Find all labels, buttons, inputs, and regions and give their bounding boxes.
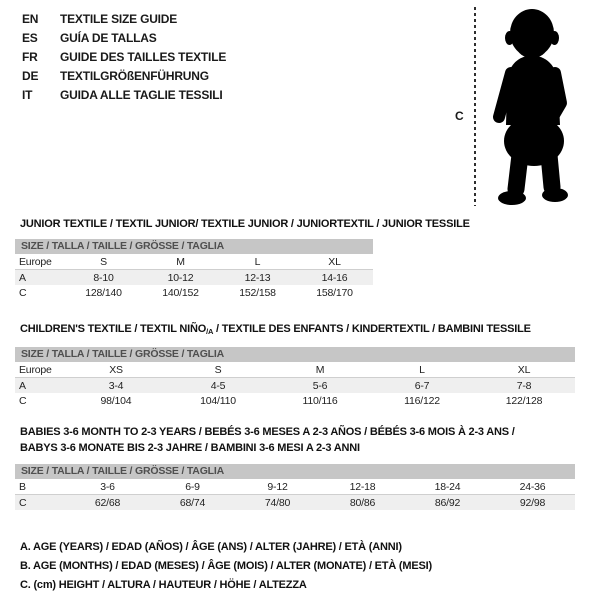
cell: 12-18 xyxy=(320,479,405,495)
cell: 12-13 xyxy=(219,270,296,286)
cell: 152/158 xyxy=(239,286,276,299)
column-header: XS xyxy=(65,362,167,378)
title-line-1: BABIES 3-6 MONTH TO 2-3 YEARS / BEBÉS 3-6 MESES A 2-3 AÑOS / BÉBÉS 3-6 MOIS À 2-3 ANS / xyxy=(20,426,515,438)
language-row-es xyxy=(22,29,226,48)
language-code: FR xyxy=(22,50,38,64)
cell: 8-10 xyxy=(65,270,142,286)
language-code: IT xyxy=(22,88,33,102)
row-label: C xyxy=(19,286,27,299)
cell: 116/122 xyxy=(404,394,440,407)
height-figure xyxy=(440,0,600,215)
title-line-2: BABYS 3-6 MONATE BIS 2-3 JAHRE / BAMBINI 3-6 MESI A 2-3 ANNI xyxy=(20,442,360,454)
cell: 86/92 xyxy=(405,495,490,511)
language-row-en xyxy=(22,10,226,29)
cell: 3-6 xyxy=(65,479,150,495)
language-label: TEXTILGRÖßENFÜHRUNG xyxy=(60,69,209,83)
column-header: Europe xyxy=(15,254,65,270)
cell: 4-5 xyxy=(167,378,269,394)
table-row-c xyxy=(15,285,373,301)
table-row-b xyxy=(15,479,575,495)
language-row-it xyxy=(22,86,226,105)
table-row-c xyxy=(15,495,575,511)
height-dashed-line xyxy=(474,7,476,206)
cell: 110/116 xyxy=(302,394,338,407)
column-header: S xyxy=(167,362,269,378)
language-code: DE xyxy=(22,69,39,83)
language-code: EN xyxy=(22,12,39,26)
junior-size-table xyxy=(15,239,373,301)
column-header: XL xyxy=(473,362,575,378)
children-size-table xyxy=(15,347,575,409)
language-label: GUIDE DES TAILLES TEXTILE xyxy=(60,50,227,64)
junior-table-title: JUNIOR TEXTILE / TEXTIL JUNIOR/ TEXTILE JUNIOR / JUNIORTEXTIL / JUNIOR TESSILE xyxy=(20,218,470,230)
language-label: GUIDA ALLE TAGLIE TESSILI xyxy=(60,88,223,102)
children-table-title xyxy=(20,321,531,340)
cell: 7-8 xyxy=(473,378,575,394)
cell: 18-24 xyxy=(405,479,490,495)
row-label: C xyxy=(19,394,27,407)
language-row-fr xyxy=(22,48,226,67)
cell: 104/110 xyxy=(200,394,236,407)
cell: 5-6 xyxy=(269,378,371,394)
cell: 80/86 xyxy=(320,495,405,511)
row-label: B xyxy=(15,479,65,495)
column-header: XL xyxy=(296,254,373,270)
cell: 128/140 xyxy=(85,286,122,299)
table-header-row xyxy=(15,362,575,378)
cell: 3-4 xyxy=(65,378,167,394)
column-header: M xyxy=(269,362,371,378)
column-header: L xyxy=(371,362,473,378)
language-row-de xyxy=(22,67,226,86)
row-label: A xyxy=(15,378,65,394)
title-text: / TEXTILE DES ENFANTS / KINDERTEXTIL / BAMBINI TESSILE xyxy=(213,323,531,335)
size-header-bar: SIZE / TALLA / TAILLE / GRÖSSE / TAGLIA xyxy=(15,239,373,254)
size-header-bar: SIZE / TALLA / TAILLE / GRÖSSE / TAGLIA xyxy=(15,464,575,479)
cell: 98/104 xyxy=(100,394,132,407)
legend-line-a: A. AGE (YEARS) / EDAD (AÑOS) / ÂGE (ANS) / ALTER (JAHRE) / ETÀ (ANNI) xyxy=(20,541,402,553)
cell: 68/74 xyxy=(150,495,235,511)
baby-silhouette-icon xyxy=(486,5,582,207)
table-row-a xyxy=(15,270,373,286)
legend-line-b: B. AGE (MONTHS) / EDAD (MESES) / ÂGE (MOIS) / ALTER (MONATE) / ETÀ (MESI) xyxy=(20,560,432,572)
row-label: A xyxy=(15,270,65,286)
language-header xyxy=(22,10,226,105)
table-header-row xyxy=(15,254,373,270)
table-row-a xyxy=(15,378,575,394)
language-code: ES xyxy=(22,31,38,45)
cell: 14-16 xyxy=(296,270,373,286)
cell: 92/98 xyxy=(490,495,575,511)
column-header: L xyxy=(219,254,296,270)
cell: 9-12 xyxy=(235,479,320,495)
babies-table-title xyxy=(20,424,515,456)
cell: 6-9 xyxy=(150,479,235,495)
cell: 24-36 xyxy=(490,479,575,495)
size-header-bar: SIZE / TALLA / TAILLE / GRÖSSE / TAGLIA xyxy=(15,347,575,362)
table-row-c xyxy=(15,393,575,409)
babies-size-table xyxy=(15,464,575,510)
column-header: Europe xyxy=(15,362,65,378)
cell: 74/80 xyxy=(235,495,320,511)
row-label: C xyxy=(15,495,65,511)
column-header: M xyxy=(142,254,219,270)
cell: 158/170 xyxy=(316,286,353,299)
language-label: GUÍA DE TALLAS xyxy=(60,31,157,45)
column-header: S xyxy=(65,254,142,270)
height-label-c: C xyxy=(455,109,464,123)
cell: 10-12 xyxy=(142,270,219,286)
cell: 122/128 xyxy=(505,394,543,407)
title-subscript: /A xyxy=(206,327,214,336)
title-text: CHILDREN'S TEXTILE / TEXTIL NIÑO xyxy=(20,323,207,335)
language-label: TEXTILE SIZE GUIDE xyxy=(60,12,178,26)
legend-line-c: C. (cm) HEIGHT / ALTURA / HAUTEUR / HÖHE / ALTEZZA xyxy=(20,579,307,591)
cell: 62/68 xyxy=(65,495,150,511)
cell: 140/152 xyxy=(162,286,199,299)
cell: 6-7 xyxy=(371,378,473,394)
legend xyxy=(20,538,432,595)
